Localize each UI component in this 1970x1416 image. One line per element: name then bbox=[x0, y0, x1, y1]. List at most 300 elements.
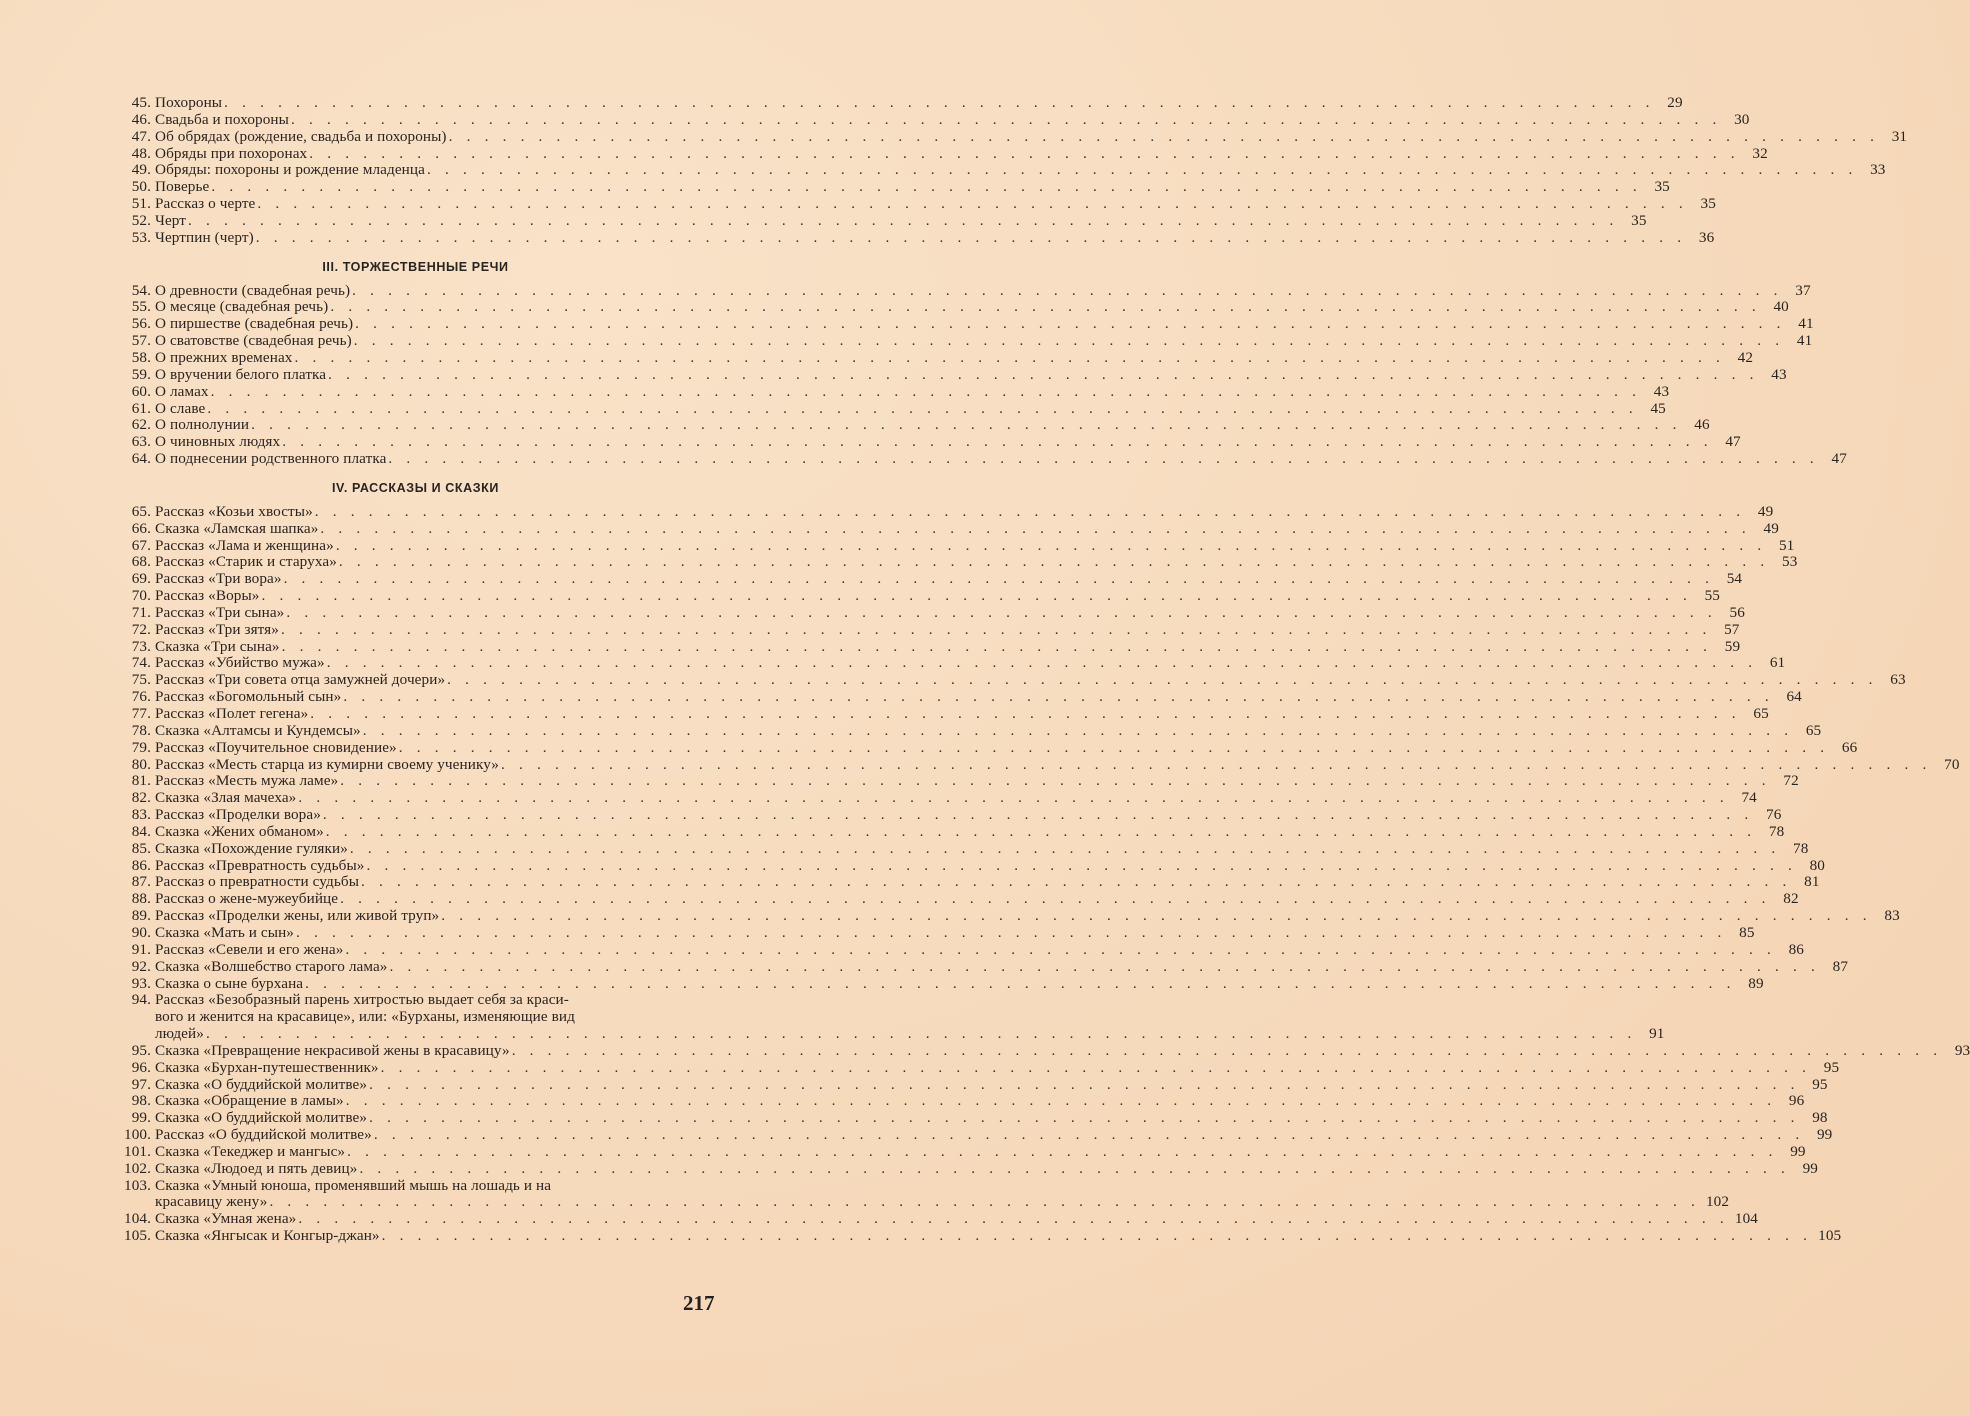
entry-title: Сказка «Мать и сын» bbox=[155, 923, 295, 941]
dot-leader: . . . . . . . . . . . . . . . . . . . . . . . . . . . . . . . . . . . . . . . . . . . . . . . . . . . . . . . . . . . . . . . . . . . . . . . . . . . . . . . . bbox=[280, 620, 1712, 638]
dot-leader: . . . . . . . . . . . . . . . . . . . . . . . . . . . . . . . . . . . . . . . . . . . . . . . . . . . . . . . . . . . . . . . . . . . . . . . . . . . . . . . . bbox=[224, 94, 1655, 111]
entry-number: 55. bbox=[131, 298, 151, 316]
dot-leader: . . . . . . . . . . . . . . . . . . . . . . . . . . . . . . . . . . . . . . . . . . . . . . . . . . . . . . . . . . . . . . . . . . . . . . . . . . . . . . . . bbox=[381, 1227, 1813, 1245]
entry-number: 82. bbox=[131, 789, 151, 807]
toc-entry bbox=[118, 688, 1802, 706]
entry-number: 96. bbox=[131, 1058, 151, 1076]
entry-title: Сказка «Волшебство старого лама» bbox=[155, 957, 388, 975]
dot-leader: . . . . . . . . . . . . . . . . . . . . . . . . . . . . . . . . . . . . . . . . . . . . . . . . . . . . . . . . . . . . . . . . . . . . . . . . . . . . . . . . bbox=[373, 1126, 1805, 1144]
dot-leader: . . . . . . . . . . . . . . . . . . . . . . . . . . . . . . . . . . . . . . . . . . . . . . . . . . . . . . . . . . . . . . . . . . . . . . . . . . . . . . . . bbox=[269, 1193, 1700, 1211]
entry-page-number: 57 bbox=[1724, 620, 1740, 638]
entry-title: О прежних временах bbox=[155, 348, 293, 366]
entry-title: Рассказ «Старик и старуха» bbox=[155, 553, 337, 571]
entry-page-number: 70 bbox=[1944, 755, 1960, 773]
toc-entry bbox=[118, 1041, 1970, 1060]
dot-leader: . . . . . . . . . . . . . . . . . . . . . . . . . . . . . . . . . . . . . . . . . . . . . . . . . . . . . . . . . . . . . . . . . . . . . . . . . . . . . . . . bbox=[314, 502, 1746, 520]
entry-number: 47. bbox=[131, 127, 151, 145]
entry-number: 48. bbox=[131, 144, 151, 162]
dot-leader: . . . . . . . . . . . . . . . . . . . . . . . . . . . . . . . . . . . . . . . . . . . . . . . . . . . . . . . . . . . . . . . . . . . . . . . . . . . . . . . . bbox=[361, 873, 1792, 891]
dot-leader: . . . . . . . . . . . . . . . . . . . . . . . . . . . . . . . . . . . . . . . . . . . . . . . . . . . . . . . . . . . . . . . . . . . . . . . . . . . . . . . . bbox=[328, 365, 1759, 383]
entry-title: О пиршестве (свадебная речь) bbox=[155, 315, 354, 333]
entry-number: 87. bbox=[131, 873, 151, 891]
dot-leader: . . . . . . . . . . . . . . . . . . . . . . . . . . . . . . . . . . . . . . . . . . . . . . . . . . . . . . . . . . . . . . . . . . . . . . . . . . . . . . . . bbox=[210, 382, 1642, 400]
entry-page-number: 41 bbox=[1796, 332, 1813, 350]
entry-title: Обряды при похоронах bbox=[155, 144, 308, 162]
entry-title: Сказка «О буддийской молитве» bbox=[155, 1075, 368, 1093]
entry-number: 51. bbox=[131, 195, 151, 213]
entry-page-number: 66 bbox=[1841, 738, 1858, 756]
entry-number: 59. bbox=[131, 365, 151, 383]
toc-entry bbox=[118, 399, 1666, 418]
entry-title: Сказка «Людоед и пять девиц» bbox=[155, 1159, 358, 1177]
entry-number: 58. bbox=[131, 348, 151, 366]
dot-leader: . . . . . . . . . . . . . . . . . . . . . . . . . . . . . . . . . . . . . . . . . . . . . . . . . . . . . . . . . . . . . . . . . . . . . . . . . . . . . . . . bbox=[320, 519, 1751, 537]
entry-title: О поднесении родственного платка bbox=[155, 450, 387, 468]
toc-entry bbox=[118, 450, 1847, 468]
entry-title: Сказка о сыне бурхана bbox=[155, 974, 304, 992]
toc-entry bbox=[118, 365, 1787, 384]
entry-number: 53. bbox=[131, 228, 151, 246]
dot-leader: . . . . . . . . . . . . . . . . . . . . . . . . . . . . . . . . . . . . . . . . . . . . . . . . . . . . . . . . . . . . . . . . . . . . . . . . . . . . . . . . bbox=[366, 856, 1797, 874]
entry-page-number: 61 bbox=[1769, 654, 1786, 672]
toc-entry bbox=[118, 873, 1820, 891]
entry-page-number: 80 bbox=[1809, 856, 1825, 874]
entry-page-number: 49 bbox=[1763, 519, 1779, 537]
entry-number: 81. bbox=[131, 772, 151, 790]
toc-entry bbox=[118, 416, 1710, 434]
entry-number: 84. bbox=[131, 822, 151, 840]
toc-entry bbox=[118, 1126, 1833, 1144]
entry-title: Рассказ «Севели и его жена» bbox=[155, 940, 344, 958]
entry-page-number: 98 bbox=[1812, 1109, 1828, 1127]
dot-leader: . . . . . . . . . . . . . . . . . . . . . . . . . . . . . . . . . . . . . . . . . . . . . . . . . . . . . . . . . . . . . . . . . . . . . . . . . . . . . . . . bbox=[330, 298, 1761, 316]
entry-number: 100. bbox=[124, 1126, 151, 1144]
entry-title: Черт bbox=[155, 211, 187, 229]
entry-title: Рассказ «Полет гегена» bbox=[155, 705, 309, 722]
entry-title: Рассказ «Воры» bbox=[155, 587, 260, 605]
toc-entry bbox=[118, 1075, 1828, 1094]
entry-number: 64. bbox=[131, 450, 151, 468]
entry-title: Рассказ «Три зятя» bbox=[155, 620, 279, 638]
dot-leader: . . . . . . . . . . . . . . . . . . . . . . . . . . . . . . . . . . . . . . . . . . . . . . . . . . . . . . . . . . . . . . . . . . . . . . . . . . . . . . . . bbox=[447, 671, 1878, 689]
toc-entry bbox=[118, 822, 1785, 841]
toc-entry bbox=[118, 1058, 1840, 1077]
entry-title: О сватовстве (свадебная речь) bbox=[155, 332, 352, 350]
toc-entry bbox=[118, 1142, 1806, 1161]
entry-page-number: 95 bbox=[1812, 1075, 1828, 1093]
entry-page-number: 32 bbox=[1752, 144, 1768, 162]
toc-entry bbox=[118, 705, 1769, 723]
entry-number: 65. bbox=[131, 502, 151, 520]
dot-leader: . . . . . . . . . . . . . . . . . . . . . . . . . . . . . . . . . . . . . . . . . . . . . . . . . . . . . . . . . . . . . . . . . . . . . . . . . . . . . . . . bbox=[511, 1041, 1943, 1059]
entry-page-number: 43 bbox=[1771, 365, 1787, 383]
entry-number: 101. bbox=[124, 1142, 151, 1160]
entry-page-number: 87 bbox=[1832, 957, 1849, 975]
entry-number: 98. bbox=[131, 1092, 151, 1110]
entry-title: Сказка «О буддийской молитве» bbox=[155, 1109, 368, 1127]
entry-number: 74. bbox=[131, 654, 151, 672]
dot-leader: . . . . . . . . . . . . . . . . . . . . . . . . . . . . . . . . . . . . . . . . . . . . . . . . . . . . . . . . . . . . . . . . . . . . . . . . . . . . . . . . bbox=[501, 755, 1932, 773]
entry-title: Чертпин (черт) bbox=[155, 228, 254, 246]
entry-number: 79. bbox=[131, 738, 151, 756]
entry-title: Сказка «Алтамсы и Кундемсы» bbox=[155, 721, 361, 739]
toc-entry bbox=[118, 603, 1745, 622]
entry-page-number: 91 bbox=[1649, 1025, 1665, 1043]
dot-leader: . . . . . . . . . . . . . . . . . . . . . . . . . . . . . . . . . . . . . . . . . . . . . . . . . . . . . . . . . . . . . . . . . . . . . . . . . . . . . . . . bbox=[207, 399, 1638, 417]
entry-number: 50. bbox=[131, 178, 151, 196]
entry-page-number: 43 bbox=[1653, 382, 1670, 400]
dot-leader: . . . . . . . . . . . . . . . . . . . . . . . . . . . . . . . . . . . . . . . . . . . . . . . . . . . . . . . . . . . . . . . . . . . . . . . . . . . . . . . . bbox=[326, 654, 1758, 672]
toc-entry bbox=[118, 348, 1754, 367]
entry-number: 94. bbox=[131, 991, 151, 1009]
entry-title: Поверье bbox=[155, 178, 210, 196]
dot-leader: . . . . . . . . . . . . . . . . . . . . . . . . . . . . . . . . . . . . . . . . . . . . . . . . . . . . . . . . . . . . . . . . . . . . . . . . . . . . . . . . bbox=[211, 178, 1642, 196]
entry-page-number: 85 bbox=[1739, 923, 1755, 941]
dot-leader: . . . . . . . . . . . . . . . . . . . . . . . . . . . . . . . . . . . . . . . . . . . . . . . . . . . . . . . . . . . . . . . . . . . . . . . . . . . . . . . . bbox=[441, 907, 1872, 925]
dot-leader: . . . . . . . . . . . . . . . . . . . . . . . . . . . . . . . . . . . . . . . . . . . . . . . . . . . . . . . . . . . . . . . . . . . . . . . . . . . . . . . . bbox=[352, 281, 1783, 299]
entry-title: Рассказ «Три сына» bbox=[155, 603, 285, 621]
toc-entry bbox=[118, 382, 1670, 401]
dot-leader: . . . . . . . . . . . . . . . . . . . . . . . . . . . . . . . . . . . . . . . . . . . . . . . . . . . . . . . . . . . . . . . . . . . . . . . . . . . . . . . . bbox=[369, 1109, 1800, 1127]
entry-number: 73. bbox=[131, 637, 151, 655]
entry-title-line: Сказка «Умный юноша, променявший мышь на лошадь и на bbox=[155, 1176, 552, 1194]
entry-page-number: 40 bbox=[1773, 298, 1789, 316]
entry-number: 62. bbox=[131, 416, 151, 434]
entry-page-number: 37 bbox=[1795, 281, 1811, 299]
toc-entry bbox=[118, 907, 1900, 925]
entry-page-number: 45 bbox=[1650, 399, 1666, 417]
dot-leader: . . . . . . . . . . . . . . . . . . . . . . . . . . . . . . . . . . . . . . . . . . . . . . . . . . . . . . . . . . . . . . . . . . . . . . . . . . . . . . . . bbox=[310, 705, 1741, 722]
entry-number: 78. bbox=[131, 721, 151, 739]
entry-title: Рассказ «Три вора» bbox=[155, 570, 282, 588]
toc-entry bbox=[118, 1092, 1805, 1110]
dot-leader: . . . . . . . . . . . . . . . . . . . . . . . . . . . . . . . . . . . . . . . . . . . . . . . . . . . . . . . . . . . . . . . . . . . . . . . . . . . . . . . . bbox=[448, 127, 1880, 145]
entry-title-line: вого и женится на красавице», или: «Бурханы, изменяющие вид bbox=[155, 1008, 575, 1026]
entry-number: 105. bbox=[124, 1227, 151, 1245]
dot-leader: . . . . . . . . . . . . . . . . . . . . . . . . . . . . . . . . . . . . . . . . . . . . . . . . . . . . . . . . . . . . . . . . . . . . . . . . . . . . . . . . bbox=[283, 570, 1715, 588]
toc-entry bbox=[118, 536, 1795, 555]
entry-title: Рассказ о превратности судьбы bbox=[155, 873, 360, 891]
section-heading: III. ТОРЖЕСТВЕННЫЕ РЕЧИ bbox=[322, 259, 509, 274]
toc-entry bbox=[118, 315, 1814, 333]
dot-leader: . . . . . . . . . . . . . . . . . . . . . . . . . . . . . . . . . . . . . . . . . . . . . . . . . . . . . . . . . . . . . . . . . . . . . . . . . . . . . . . . bbox=[338, 553, 1770, 571]
table-of-contents bbox=[118, 94, 1970, 1245]
entry-number: 70. bbox=[131, 587, 151, 605]
entry-page-number: 64 bbox=[1786, 688, 1802, 706]
dot-leader: . . . . . . . . . . . . . . . . . . . . . . . . . . . . . . . . . . . . . . . . . . . . . . . . . . . . . . . . . . . . . . . . . . . . . . . . . . . . . . . . bbox=[340, 890, 1771, 908]
dot-leader: . . . . . . . . . . . . . . . . . . . . . . . . . . . . . . . . . . . . . . . . . . . . . . . . . . . . . . . . . . . . . . . . . . . . . . . . . . . . . . . . bbox=[257, 195, 1688, 213]
toc-entry bbox=[118, 620, 1740, 639]
entry-number: 92. bbox=[131, 957, 151, 975]
entry-page-number: 47 bbox=[1831, 450, 1847, 468]
dot-leader: . . . . . . . . . . . . . . . . . . . . . . . . . . . . . . . . . . . . . . . . . . . . . . . . . . . . . . . . . . . . . . . . . . . . . . . . . . . . . . . . bbox=[426, 161, 1858, 179]
entry-page-number: 29 bbox=[1667, 94, 1683, 111]
entry-title: О полнолунии bbox=[155, 416, 250, 434]
entry-number: 85. bbox=[131, 839, 151, 857]
toc-entry bbox=[118, 637, 1741, 656]
toc-entry bbox=[118, 789, 1757, 807]
entry-number: 71. bbox=[131, 603, 151, 621]
entry-page-number: 72 bbox=[1783, 772, 1799, 790]
entry-page-number: 56 bbox=[1729, 603, 1745, 621]
dot-leader: . . . . . . . . . . . . . . . . . . . . . . . . . . . . . . . . . . . . . . . . . . . . . . . . . . . . . . . . . . . . . . . . . . . . . . . . . . . . . . . . bbox=[359, 1159, 1790, 1177]
toc-entry bbox=[118, 519, 1779, 538]
section-heading: IV. РАССКАЗЫ И СКАЗКИ bbox=[331, 480, 499, 495]
entry-title: Сказка «Обращение в ламы» bbox=[155, 1092, 344, 1110]
dot-leader: . . . . . . . . . . . . . . . . . . . . . . . . . . . . . . . . . . . . . . . . . . . . . . . . . . . . . . . . . . . . . . . . . . . . . . . . . . . . . . . . bbox=[322, 806, 1754, 824]
toc-entry bbox=[118, 1227, 1842, 1245]
toc-entry bbox=[118, 890, 1799, 908]
toc-entry bbox=[118, 755, 1960, 774]
entry-page-number: 86 bbox=[1788, 940, 1804, 958]
toc-entry bbox=[118, 839, 1809, 858]
dot-leader: . . . . . . . . . . . . . . . . . . . . . . . . . . . . . . . . . . . . . . . . . . . . . . . . . . . . . . . . . . . . . . . . . . . . . . . . . . . . . . . . bbox=[355, 315, 1786, 333]
dot-leader: . . . . . . . . . . . . . . . . . . . . . . . . . . . . . . . . . . . . . . . . . . . . . . . . . . . . . . . . . . . . . . . . . . . . . . . . . . . . . . . . bbox=[335, 536, 1767, 554]
entry-title: людей» bbox=[155, 1025, 204, 1043]
dot-leader: . . . . . . . . . . . . . . . . . . . . . . . . . . . . . . . . . . . . . . . . . . . . . . . . . . . . . . . . . . . . . . . . . . . . . . . . . . . . . . . . bbox=[296, 923, 1727, 941]
dot-leader: . . . . . . . . . . . . . . . . . . . . . . . . . . . . . . . . . . . . . . . . . . . . . . . . . . . . . . . . . . . . . . . . . . . . . . . . . . . . . . . . bbox=[345, 1092, 1777, 1110]
entry-title: Рассказ «Проделки вора» bbox=[155, 806, 321, 824]
toc-entry bbox=[118, 1176, 1730, 1212]
entry-page-number: 35 bbox=[1700, 195, 1716, 213]
entry-number: 88. bbox=[131, 890, 151, 908]
entry-page-number: 81 bbox=[1804, 873, 1820, 891]
dot-leader: . . . . . . . . . . . . . . . . . . . . . . . . . . . . . . . . . . . . . . . . . . . . . . . . . . . . . . . . . . . . . . . . . . . . . . . . . . . . . . . . bbox=[349, 839, 1781, 857]
dot-leader: . . . . . . . . . . . . . . . . . . . . . . . . . . . . . . . . . . . . . . . . . . . . . . . . . . . . . . . . . . . . . . . . . . . . . . . . . . . . . . . . bbox=[205, 1025, 1637, 1043]
entry-page-number: 46 bbox=[1694, 416, 1710, 434]
entry-title: О вручении белого платка bbox=[155, 365, 327, 383]
dot-leader: . . . . . . . . . . . . . . . . . . . . . . . . . . . . . . . . . . . . . . . . . . . . . . . . . . . . . . . . . . . . . . . . . . . . . . . . . . . . . . . . bbox=[281, 637, 1713, 655]
entry-title: О чиновных людях bbox=[155, 433, 281, 451]
dot-leader: . . . . . . . . . . . . . . . . . . . . . . . . . . . . . . . . . . . . . . . . . . . . . . . . . . . . . . . . . . . . . . . . . . . . . . . . . . . . . . . . bbox=[298, 1210, 1729, 1228]
entry-title: Сказка «Жених обманом» bbox=[155, 822, 324, 840]
entry-number: 45. bbox=[131, 94, 151, 111]
entry-title: Сказка «Похождение гуляки» bbox=[155, 839, 348, 857]
toc-entry bbox=[118, 211, 1647, 230]
entry-title: Свадьба и похороны bbox=[155, 110, 289, 128]
entry-page-number: 47 bbox=[1725, 433, 1741, 451]
dot-leader: . . . . . . . . . . . . . . . . . . . . . . . . . . . . . . . . . . . . . . . . . . . . . . . . . . . . . . . . . . . . . . . . . . . . . . . . . . . . . . . . bbox=[345, 940, 1776, 958]
entry-number: 54. bbox=[131, 281, 151, 299]
toc-entry bbox=[118, 228, 1715, 247]
toc-entry bbox=[118, 940, 1804, 959]
entry-page-number: 74 bbox=[1741, 789, 1757, 807]
entry-page-number: 65 bbox=[1805, 721, 1822, 739]
entry-title: Рассказ о черте bbox=[155, 195, 256, 213]
entry-number: 67. bbox=[131, 536, 151, 554]
entry-title: Рассказ «Превратность судьбы» bbox=[155, 856, 365, 874]
entry-number: 91. bbox=[131, 940, 151, 958]
toc-entry bbox=[118, 654, 1786, 672]
entry-number: 93. bbox=[131, 974, 151, 992]
dot-leader: . . . . . . . . . . . . . . . . . . . . . . . . . . . . . . . . . . . . . . . . . . . . . . . . . . . . . . . . . . . . . . . . . . . . . . . . . . . . . . . . bbox=[388, 450, 1819, 468]
dot-leader: . . . . . . . . . . . . . . . . . . . . . . . . . . . . . . . . . . . . . . . . . . . . . . . . . . . . . . . . . . . . . . . . . . . . . . . . . . . . . . . . bbox=[340, 772, 1771, 790]
entry-page-number: 93 bbox=[1954, 1041, 1970, 1059]
toc-entry bbox=[118, 856, 1825, 875]
entry-page-number: 35 bbox=[1654, 178, 1670, 196]
dot-leader: . . . . . . . . . . . . . . . . . . . . . . . . . . . . . . . . . . . . . . . . . . . . . . . . . . . . . . . . . . . . . . . . . . . . . . . . . . . . . . . . bbox=[362, 721, 1794, 739]
toc-entry bbox=[118, 110, 1750, 129]
entry-number: 49. bbox=[131, 161, 151, 179]
entry-page-number: 63 bbox=[1890, 671, 1906, 689]
entry-number: 95. bbox=[131, 1041, 151, 1059]
entry-number: 52. bbox=[131, 211, 151, 229]
dot-leader: . . . . . . . . . . . . . . . . . . . . . . . . . . . . . . . . . . . . . . . . . . . . . . . . . . . . . . . . . . . . . . . . . . . . . . . . . . . . . . . . bbox=[305, 974, 1736, 992]
dot-leader: . . . . . . . . . . . . . . . . . . . . . . . . . . . . . . . . . . . . . . . . . . . . . . . . . . . . . . . . . . . . . . . . . . . . . . . . . . . . . . . . bbox=[398, 738, 1830, 756]
dot-leader: . . . . . . . . . . . . . . . . . . . . . . . . . . . . . . . . . . . . . . . . . . . . . . . . . . . . . . . . . . . . . . . . . . . . . . . . . . . . . . . . bbox=[294, 348, 1726, 366]
entry-title: Рассказ о жене-мужеубийце bbox=[155, 890, 339, 908]
entry-number: 72. bbox=[131, 620, 151, 638]
entry-page-number: 99 bbox=[1802, 1159, 1818, 1177]
entry-number: 63. bbox=[131, 433, 151, 451]
entry-title: Рассказ «Богомольный сын» bbox=[155, 688, 342, 706]
entry-title: Сказка «Ламская шапка» bbox=[155, 519, 319, 537]
entry-page-number: 78 bbox=[1768, 822, 1785, 840]
toc-entry bbox=[118, 957, 1849, 976]
entry-number: 77. bbox=[131, 705, 151, 722]
entry-page-number: 78 bbox=[1793, 839, 1809, 857]
entry-page-number: 65 bbox=[1753, 705, 1769, 722]
toc-entry bbox=[118, 281, 1811, 300]
entry-title: Рассказ «О буддийской молитве» bbox=[155, 1126, 372, 1144]
entry-page-number: 54 bbox=[1726, 570, 1743, 588]
entry-number: 103. bbox=[124, 1176, 151, 1194]
entry-title: Сказка «Янгысак и Конгыр-джан» bbox=[155, 1227, 380, 1245]
entry-page-number: 105 bbox=[1818, 1227, 1842, 1245]
entry-page-number: 55 bbox=[1704, 587, 1720, 605]
toc-entry bbox=[118, 161, 1886, 179]
toc-entry bbox=[118, 974, 1764, 993]
dot-leader: . . . . . . . . . . . . . . . . . . . . . . . . . . . . . . . . . . . . . . . . . . . . . . . . . . . . . . . . . . . . . . . . . . . . . . . . . . . . . . . . bbox=[290, 110, 1722, 128]
toc-entry bbox=[118, 127, 1908, 146]
entry-number: 46. bbox=[131, 110, 151, 128]
entry-page-number: 49 bbox=[1757, 502, 1774, 520]
entry-page-number: 104 bbox=[1734, 1210, 1758, 1228]
toc-entry bbox=[118, 923, 1755, 942]
entry-number: 60. bbox=[131, 382, 151, 400]
entry-number: 68. bbox=[131, 553, 151, 571]
toc-entry bbox=[118, 772, 1799, 790]
entry-title: Рассказ «Козьи хвосты» bbox=[155, 502, 313, 520]
entry-number: 97. bbox=[131, 1075, 151, 1093]
dot-leader: . . . . . . . . . . . . . . . . . . . . . . . . . . . . . . . . . . . . . . . . . . . . . . . . . . . . . . . . . . . . . . . . . . . . . . . . . . . . . . . . bbox=[251, 416, 1682, 434]
dot-leader: . . . . . . . . . . . . . . . . . . . . . . . . . . . . . . . . . . . . . . . . . . . . . . . . . . . . . . . . . . . . . . . . . . . . . . . . . . . . . . . . bbox=[261, 587, 1692, 605]
page-number: 217 bbox=[683, 1291, 715, 1315]
entry-title: О древности (свадебная речь) bbox=[155, 281, 351, 299]
dot-leader: . . . . . . . . . . . . . . . . . . . . . . . . . . . . . . . . . . . . . . . . . . . . . . . . . . . . . . . . . . . . . . . . . . . . . . . . . . . . . . . . bbox=[255, 228, 1687, 246]
entry-page-number: 96 bbox=[1788, 1092, 1805, 1110]
entry-number: 90. bbox=[131, 923, 151, 941]
dot-leader: . . . . . . . . . . . . . . . . . . . . . . . . . . . . . . . . . . . . . . . . . . . . . . . . . . . . . . . . . . . . . . . . . . . . . . . . . . . . . . . . bbox=[286, 603, 1717, 621]
entry-page-number: 95 bbox=[1823, 1058, 1840, 1076]
dot-leader: . . . . . . . . . . . . . . . . . . . . . . . . . . . . . . . . . . . . . . . . . . . . . . . . . . . . . . . . . . . . . . . . . . . . . . . . . . . . . . . . bbox=[347, 1142, 1778, 1160]
entry-number: 75. bbox=[131, 671, 151, 689]
entry-number: 57. bbox=[131, 332, 151, 350]
toc-entry bbox=[118, 94, 1683, 112]
toc-entry bbox=[118, 195, 1716, 213]
entry-number: 89. bbox=[131, 907, 151, 925]
entry-page-number: 89 bbox=[1748, 974, 1764, 992]
toc-entry bbox=[118, 332, 1813, 350]
entry-page-number: 99 bbox=[1816, 1126, 1833, 1144]
entry-title: Сказка «Текеджер и мангыс» bbox=[155, 1142, 346, 1160]
entry-title: Похороны bbox=[155, 94, 223, 111]
entry-page-number: 36 bbox=[1698, 228, 1715, 246]
toc-entry bbox=[118, 671, 1906, 689]
entry-title: Сказка «Превращение некрасивой жены в красавицу» bbox=[155, 1041, 510, 1059]
entry-number: 69. bbox=[131, 570, 151, 588]
dot-leader: . . . . . . . . . . . . . . . . . . . . . . . . . . . . . . . . . . . . . . . . . . . . . . . . . . . . . . . . . . . . . . . . . . . . . . . . . . . . . . . . bbox=[369, 1075, 1800, 1093]
entry-title: О ламах bbox=[155, 382, 209, 400]
dot-leader: . . . . . . . . . . . . . . . . . . . . . . . . . . . . . . . . . . . . . . . . . . . . . . . . . . . . . . . . . . . . . . . . . . . . . . . . . . . . . . . . bbox=[188, 211, 1619, 229]
toc-entry bbox=[118, 433, 1741, 451]
entry-title: Рассказ «Лама и женщина» bbox=[155, 536, 334, 554]
entry-page-number: 41 bbox=[1798, 315, 1814, 333]
dot-leader: . . . . . . . . . . . . . . . . . . . . . . . . . . . . . . . . . . . . . . . . . . . . . . . . . . . . . . . . . . . . . . . . . . . . . . . . . . . . . . . . bbox=[353, 332, 1785, 350]
entry-number: 83. bbox=[131, 806, 151, 824]
toc-entry bbox=[118, 1210, 1758, 1228]
entry-number: 86. bbox=[131, 856, 151, 874]
dot-leader: . . . . . . . . . . . . . . . . . . . . . . . . . . . . . . . . . . . . . . . . . . . . . . . . . . . . . . . . . . . . . . . . . . . . . . . . . . . . . . . . bbox=[380, 1058, 1812, 1076]
entry-page-number: 33 bbox=[1870, 161, 1886, 179]
entry-title: красавицу жену» bbox=[155, 1193, 268, 1211]
entry-page-number: 31 bbox=[1891, 127, 1908, 145]
dot-leader: . . . . . . . . . . . . . . . . . . . . . . . . . . . . . . . . . . . . . . . . . . . . . . . . . . . . . . . . . . . . . . . . . . . . . . . . . . . . . . . . bbox=[298, 789, 1729, 807]
toc-entry bbox=[118, 178, 1670, 196]
entry-page-number: 42 bbox=[1737, 348, 1754, 366]
dot-leader: . . . . . . . . . . . . . . . . . . . . . . . . . . . . . . . . . . . . . . . . . . . . . . . . . . . . . . . . . . . . . . . . . . . . . . . . . . . . . . . . bbox=[389, 957, 1821, 975]
entry-number: 104. bbox=[124, 1210, 151, 1228]
entry-number: 76. bbox=[131, 688, 151, 706]
toc-entry bbox=[118, 1109, 1828, 1127]
entry-title: Рассказ «Три совета отца замужней дочери» bbox=[155, 671, 446, 689]
entry-title: О славе bbox=[155, 399, 206, 417]
entry-title-line: Рассказ «Безобразный парень хитростью выдает себя за краси- bbox=[155, 991, 569, 1009]
toc-entry bbox=[118, 1159, 1818, 1178]
toc-entry bbox=[118, 502, 1774, 521]
entry-title: Сказка «Умная жена» bbox=[155, 1210, 297, 1228]
dot-leader: . . . . . . . . . . . . . . . . . . . . . . . . . . . . . . . . . . . . . . . . . . . . . . . . . . . . . . . . . . . . . . . . . . . . . . . . . . . . . . . . bbox=[343, 688, 1774, 706]
entry-title: Рассказ «Поучительное сновидение» bbox=[155, 738, 397, 756]
entry-number: 61. bbox=[131, 399, 151, 417]
toc-entry bbox=[118, 991, 1665, 1043]
entry-title: Сказка «Бурхан-путешественник» bbox=[155, 1058, 379, 1076]
entry-title: Обряды: похороны и рождение младенца bbox=[155, 161, 425, 179]
entry-page-number: 82 bbox=[1783, 890, 1799, 908]
entry-title: Рассказ «Месть мужа ламе» bbox=[155, 772, 339, 790]
entry-title: Сказка «Злая мачеха» bbox=[155, 789, 297, 807]
entry-number: 66. bbox=[131, 519, 151, 537]
dot-leader: . . . . . . . . . . . . . . . . . . . . . . . . . . . . . . . . . . . . . . . . . . . . . . . . . . . . . . . . . . . . . . . . . . . . . . . . . . . . . . . . bbox=[325, 822, 1757, 840]
toc-entry bbox=[118, 570, 1743, 588]
entry-title: Сказка «Три сына» bbox=[155, 637, 280, 655]
entry-page-number: 59 bbox=[1724, 637, 1741, 655]
toc-entry bbox=[118, 144, 1768, 163]
entry-page-number: 51 bbox=[1778, 536, 1795, 554]
toc-entry bbox=[118, 721, 1822, 740]
toc-entry bbox=[118, 587, 1720, 605]
entry-title: Рассказ «Месть старца из кумирни своему ученику» bbox=[155, 755, 499, 773]
entry-page-number: 35 bbox=[1631, 211, 1647, 229]
toc-entry bbox=[118, 738, 1858, 757]
toc-entry bbox=[118, 298, 1789, 316]
entry-page-number: 30 bbox=[1734, 110, 1750, 128]
entry-page-number: 76 bbox=[1766, 806, 1782, 824]
entry-title: Об обрядах (рождение, свадьба и похороны) bbox=[155, 127, 447, 145]
entry-page-number: 83 bbox=[1884, 907, 1900, 925]
dot-leader: . . . . . . . . . . . . . . . . . . . . . . . . . . . . . . . . . . . . . . . . . . . . . . . . . . . . . . . . . . . . . . . . . . . . . . . . . . . . . . . . bbox=[282, 433, 1713, 451]
toc-entry bbox=[118, 553, 1798, 571]
